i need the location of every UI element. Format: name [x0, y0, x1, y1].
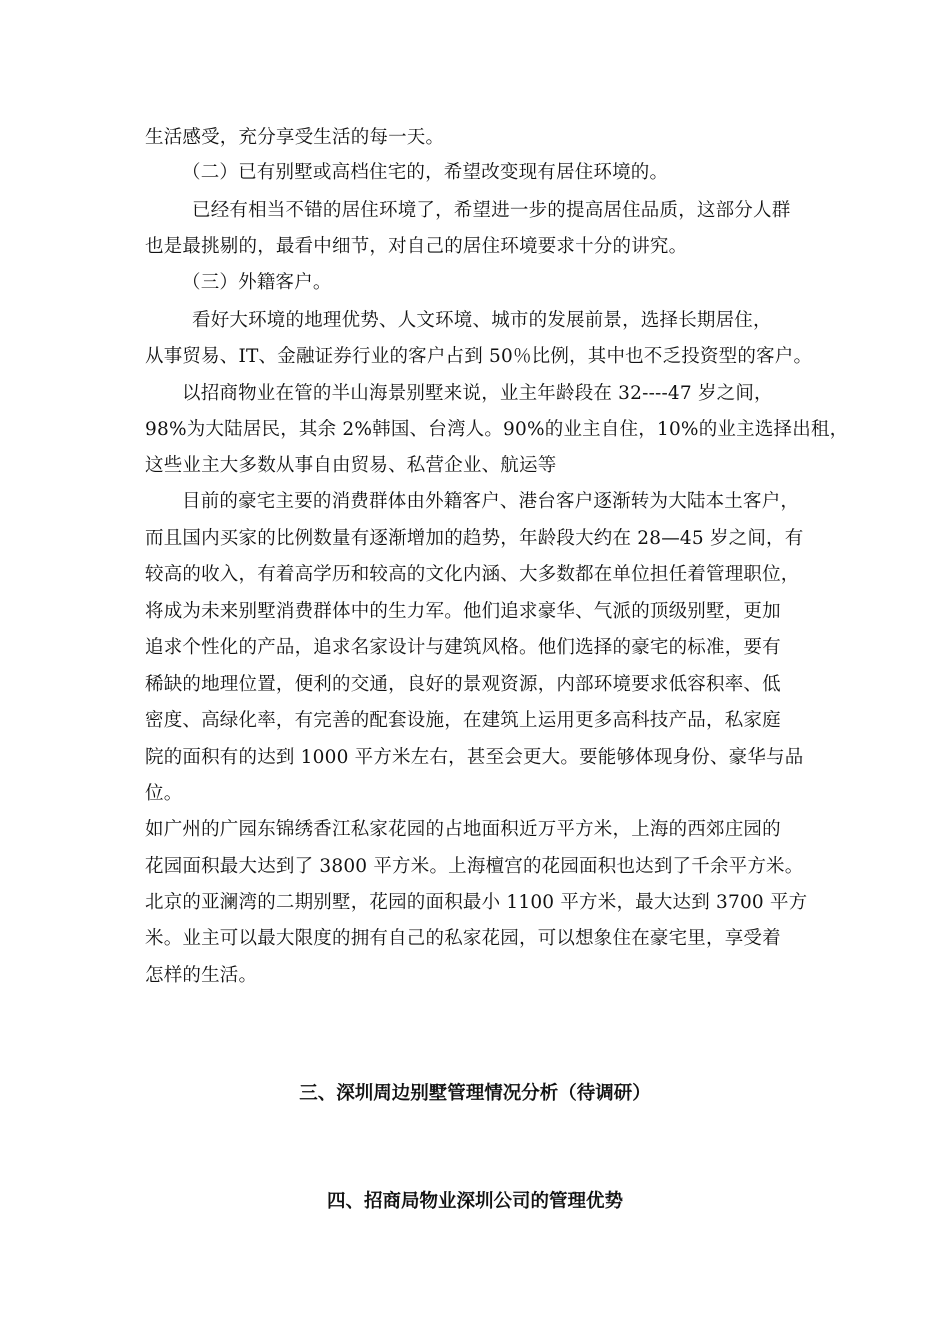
- section-heading-4: 四、招商局物业深圳公司的管理优势: [326, 1191, 623, 1212]
- body-line: 位。: [145, 783, 183, 804]
- body-line: 怎样的生活。: [145, 965, 258, 986]
- subsection-heading: （三）外籍客户。: [182, 272, 332, 293]
- section-heading-3: 三、深圳周边别墅管理情况分析（待调研）: [299, 1083, 651, 1104]
- body-line: 较高的收入，有着高学历和较高的文化内涵、大多数都在单位担任着管理职位，: [145, 564, 800, 585]
- body-line: 生活感受，充分享受生活的每一天。: [145, 127, 445, 148]
- body-line: 追求个性化的产品，追求名家设计与建筑风格。他们选择的豪宅的标准，要有: [145, 637, 781, 658]
- body-line: 密度、高绿化率，有完善的配套设施，在建筑上运用更多高科技产品，私家庭: [145, 710, 781, 731]
- body-line: 如广州的广园东锦绣香江私家花园的占地面积近万平方米，上海的西郊庄园的: [145, 819, 781, 840]
- body-line: 这些业主大多数从事自由贸易、私营企业、航运等: [145, 455, 557, 476]
- body-line: 已经有相当不错的居住环境了，希望进一步的提高居住品质，这部分人群: [192, 200, 791, 221]
- body-line: 目前的豪宅主要的消费群体由外籍客户、港台客户逐渐转为大陆本土客户，: [182, 491, 800, 512]
- body-line: 也是最挑剔的，最看中细节，对自己的居住环境要求十分的讲究。: [145, 236, 688, 257]
- body-line: 而且国内买家的比例数量有逐渐增加的趋势，年龄段大约在 28—45 岁之间，有: [145, 528, 804, 549]
- body-line: 花园面积最大达到了 3800 平方米。上海檀宫的花园面积也达到了千余平方米。: [145, 856, 804, 877]
- body-line: 98%为大陆居民，其余 2%韩国、台湾人。90%的业主自住，10%的业主选择出租，: [145, 419, 849, 440]
- body-line: 从事贸易、IT、金融证券行业的客户占到 50％比例，其中也不乏投资型的客户。: [145, 346, 813, 367]
- body-line: 米。业主可以最大限度的拥有自己的私家花园，可以想象住在豪宅里，享受着: [145, 928, 781, 949]
- subsection-heading: （二）已有别墅或高档住宅的，希望改变现有居住环境的。: [182, 162, 669, 183]
- body-line: 稀缺的地理位置，便利的交通，良好的景观资源，内部环境要求低容积率、低: [145, 674, 781, 695]
- body-line: 院的面积有的达到 1000 平方米左右，甚至会更大。要能够体现身份、豪华与品: [145, 747, 804, 768]
- body-line: 将成为未来别墅消费群体中的生力军。他们追求豪华、气派的顶级别墅，更加: [145, 601, 781, 622]
- body-line: 以招商物业在管的半山海景别墅来说，业主年龄段在 32----47 岁之间，: [182, 383, 773, 404]
- body-line: 北京的亚澜湾的二期别墅，花园的面积最小 1100 平方米，最大达到 3700 平方: [145, 892, 808, 913]
- body-line: 看好大环境的地理优势、人文环境、城市的发展前景，选择长期居住，: [192, 310, 772, 331]
